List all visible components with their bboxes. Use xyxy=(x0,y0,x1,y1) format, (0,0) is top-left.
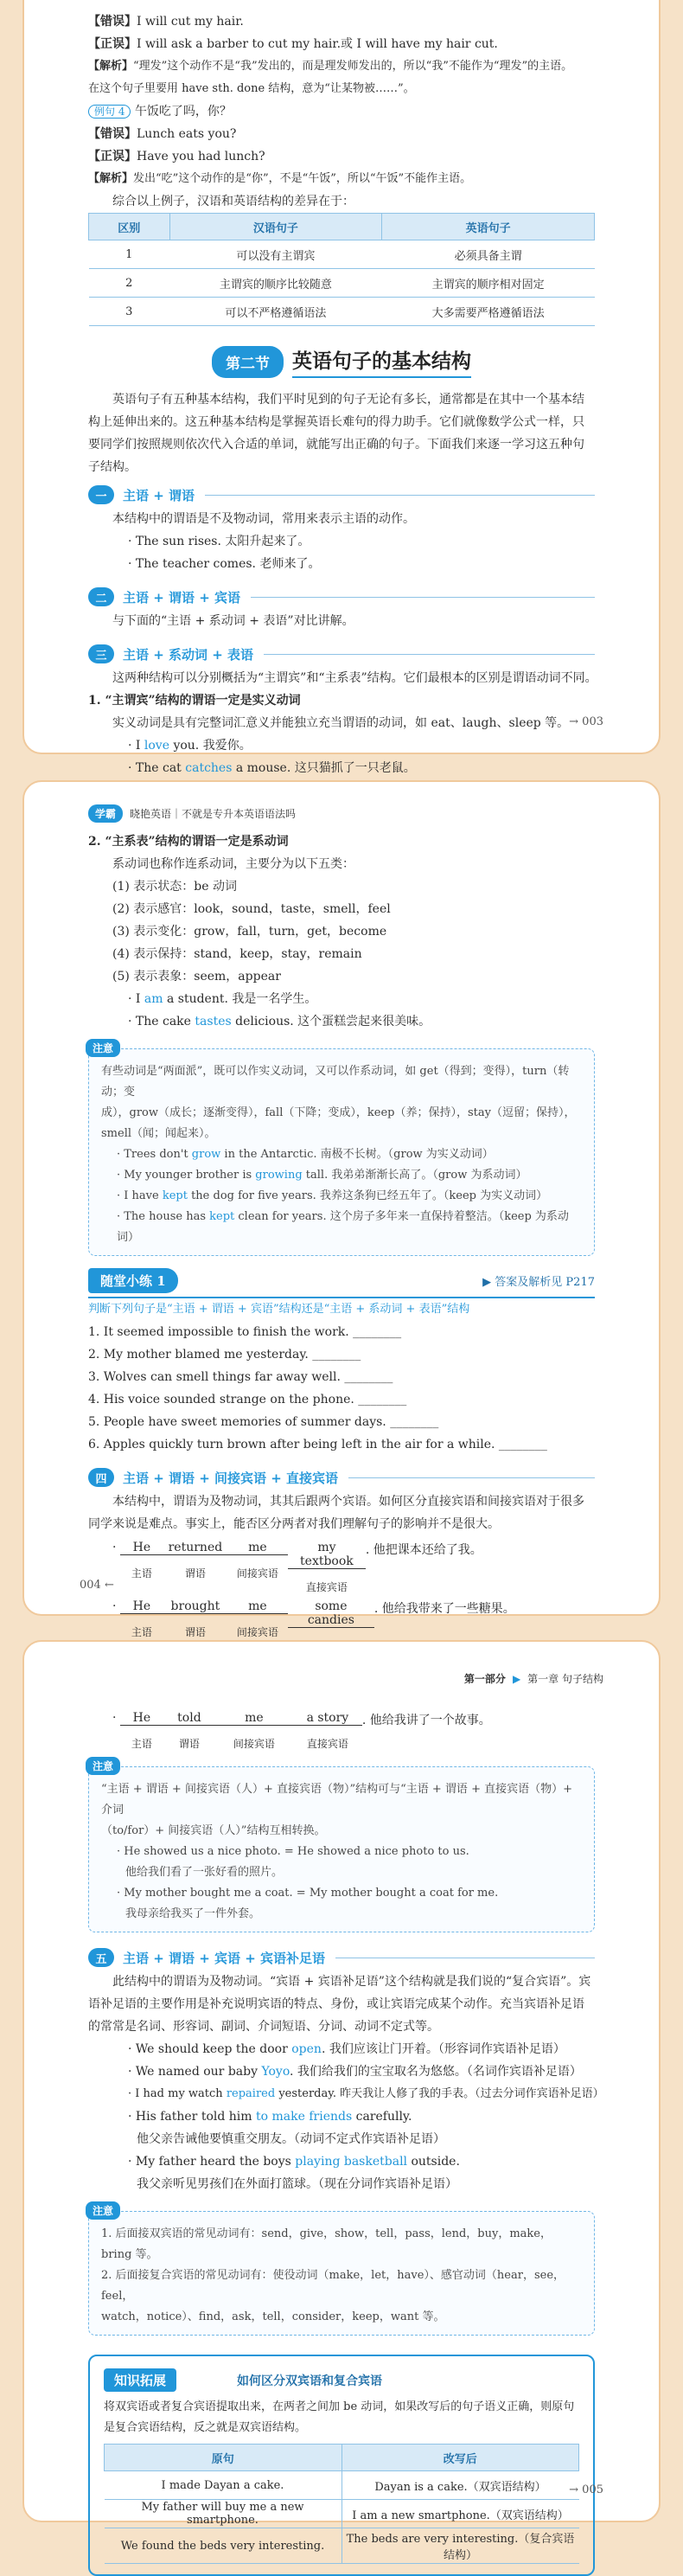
category-item: (2) 表示感官：look，sound，taste，smell，feel xyxy=(112,902,391,916)
sentence-analysis: · He 主语 brought 谓语 me 间接宾语 some candies . 他给我带来了一些糖果。 xyxy=(112,1599,515,1638)
example: · The teacher comes. 老师来了。 xyxy=(128,557,321,571)
practice-header xyxy=(88,1268,595,1293)
example: · His father told him to make friends carefully. xyxy=(128,2110,412,2124)
practice-item: 1. It seemed impossible to finish the work. ________ xyxy=(88,1325,402,1339)
example: · My father heard the boys playing basketball outside. xyxy=(128,2155,460,2169)
sub4-desc: 本结构中，谓语为及物动词，其其后跟两个宾语。如何区分直接宾语和间接宾语对于很多同学来说是难点。事实上，能否区分两者对我们理解句子的影响并不是很大。 xyxy=(88,1495,584,1531)
example: · I love you. 我爱你。 xyxy=(128,739,252,753)
note-example: · My younger brother is growing tall. 我弟弟渐渐长高了。（grow 为系动词） xyxy=(117,1169,527,1182)
table-header: 汉语句子 xyxy=(169,214,382,240)
example: · The sun rises. 太阳升起来了。 xyxy=(128,535,310,548)
point-2-desc: 系动词也称作连系动词，主要分为以下五类： xyxy=(112,857,354,871)
knowledge-title: 如何区分双宾语和复合宾语 xyxy=(237,2374,383,2388)
page-header xyxy=(88,804,296,823)
answer-ref: ▶ 答案及解析见 P217 xyxy=(482,1276,595,1289)
sub3-desc: 这两种结构可以分别概括为“主谓宾”和“主系表”结构。它们最根本的区别是谓语动词不同。 xyxy=(112,671,597,685)
page-number: 004 ← xyxy=(80,1579,114,1592)
point-2: 2. “主系表”结构的谓语一定是系动词 xyxy=(88,835,289,849)
page-005 xyxy=(22,1640,661,2562)
knowledge-box: 知识拓展 如何区分双宾语和复合宾语 将双宾语或者复合宾语提取出来，在两者之间加 be 动词，如果改写后的句子语义正确，则原句 是复合宾语结构，反之就是双宾语结构。 原句 改写后 I made Dayan a cake. Dayan is a cake.（双宾语结构） My father will buy me a new smartphone. I am a new smartphone.（双宾语结构） We found the beds very interesting. The beds are very interesting.（复合宾语结构） xyxy=(88,2355,595,2576)
note-example: · I have kept the dog for five years. 我养这条狗已经五年了。（keep 为实义动词） xyxy=(117,1189,548,1202)
page-003 xyxy=(22,0,661,775)
example: · The cat catches a mouse. 这只猫抓了一只老鼠。 xyxy=(128,761,416,775)
correct-line: 【正误】I will ask a barber to cut my hair.或 I will have my hair cut. xyxy=(88,37,498,51)
error-line: 【错误】Lunch eats you? xyxy=(88,127,237,141)
subheading-2: 二 主语 + 谓语 + 宾语 xyxy=(88,587,595,606)
section-badge: 第二节 xyxy=(212,346,284,378)
subheading-1: 一 主语 + 谓语 xyxy=(88,485,595,504)
point-1-desc: 实义动词是具有完整词汇意义并能独立充当谓语的动词，如 eat、laugh、sleep 等。 xyxy=(112,716,570,730)
table-header: 区别 xyxy=(89,214,170,240)
subheading-3: 三 主语 + 系动词 + 表语 xyxy=(88,644,595,663)
error-line: 【错误】I will cut my hair. xyxy=(88,15,244,29)
table-row: 3 可以不严格遵循语法 大多需要严格遵循语法 xyxy=(89,298,595,326)
practice-item: 3. Wolves can smell things far away well. ________ xyxy=(88,1370,393,1384)
example: · I had my watch repaired yesterday. 昨天我让人修了我的手表。（过去分词作宾语补足语） xyxy=(128,2087,604,2100)
table-header: 英语句子 xyxy=(382,214,595,240)
page-004 xyxy=(22,780,661,1638)
example-translation: 他父亲告诫他要慎重交朋友。（动词不定式作宾语补足语） xyxy=(137,2132,445,2146)
example: · I am a student. 我是一名学生。 xyxy=(128,992,317,1006)
category-item: (5) 表示表象：seem，appear xyxy=(112,970,281,984)
table-row: We found the beds very interesting. The beds are very interesting.（复合宾语结构） xyxy=(105,2528,579,2564)
example: · The cake tastes delicious. 这个蛋糕尝起来很美味。 xyxy=(128,1015,431,1028)
subheading-5: 五 主语 + 谓语 + 宾语 + 宾语补足语 xyxy=(88,1948,595,1967)
summary: 综合以上例子，汉语和英语结构的差异在于： xyxy=(112,195,354,208)
sentence-analysis: · He 主语 told 谓语 me 间接宾语 a story 直接宾语 . 他给我讲了一个故事。 xyxy=(112,1711,491,1750)
page-number: → 005 xyxy=(569,2483,603,2496)
table-header: 改写后 xyxy=(342,2445,579,2471)
knowledge-header xyxy=(104,2368,579,2392)
example: · We should keep the door open. 我们应该让门开着。（形容词作宾语补足语） xyxy=(128,2042,565,2056)
part-label: 第一部分 xyxy=(463,1673,506,1685)
category-item: (3) 表示变化：grow，fall，turn，get，become xyxy=(112,925,387,939)
practice-item: 2. My mother blamed me yesterday. ________ xyxy=(88,1348,361,1362)
sentence-analysis: · He 主语 returned 谓语 me 间接宾语 my textbook 直接宾语 . 他把课本还给了我。 xyxy=(112,1541,482,1593)
note-example: · He showed us a nice photo. = He showed a nice photo to us. xyxy=(117,1845,469,1858)
sub1-desc: 本结构中的谓语是不及物动词，常用来表示主语的动作。 xyxy=(112,512,415,526)
correct-line: 【正误】Have you had lunch? xyxy=(88,150,265,163)
table-row: My father will buy me a new smartphone. I am a new smartphone.（双宾语结构） xyxy=(105,2500,579,2528)
practice-item: 4. His voice sounded strange on the phone. ________ xyxy=(88,1393,407,1407)
table-header: 原句 xyxy=(105,2445,342,2471)
page2-content xyxy=(88,830,595,1653)
section-heading: 英语句子的基本结构 xyxy=(292,345,471,378)
practice-tag: 随堂小练 1 xyxy=(88,1268,178,1293)
note-example: · My mother bought me a coat. = My mother bought a coat for me. xyxy=(117,1887,499,1900)
knowledge-table xyxy=(104,2444,579,2564)
note-tag: 注意 xyxy=(86,1757,120,1775)
subheading-4: 四 主语 + 谓语 + 间接宾语 + 直接宾语 xyxy=(88,1468,595,1487)
practice-item: 5. People have sweet memories of summer days. ________ xyxy=(88,1415,439,1429)
analysis-line: 【解析】“理发”这个动作不是“我”发出的，而是理发师发出的，所以“我”不能作为“理发”的主语。 xyxy=(88,60,573,73)
note-box: 注意 有些动词是“两面派”，既可以作实义动词，又可以作系动词，如 get（得到；变得），turn（转动；变 成），grow（成长；逐渐变得），fall（下降；变成），keep（养；保持），stay（逗留；保持），smell（闻；闻起来）。 · Trees don't grow in the Antarctic. 南极不长树。（grow 为实义动词） · My younger brother is growing tall. 我弟弟渐渐长高了。（grow 为系动词） · I have kept the dog for five years. 我养这条狗已经五年了。（keep 为实义动词） · The house has kept clean for years. 这个房子多年来一直保持着整洁。（keep 为系动词） xyxy=(88,1048,595,1256)
brand-logo: 学霸 xyxy=(88,804,123,823)
header-title: 晓艳英语｜不就是专升本英语语法吗 xyxy=(130,808,297,820)
note-box: 注意 “主语 + 谓语 + 间接宾语（人）+ 直接宾语（物）”结构可与“主语 + 谓语 + 直接宾语（物）+ 介词 （to/for）+ 间接宾语（人）”结构互相转换。 · He showed us a nice photo. = He showed a nice photo to us. 他给我们看了一张好看的照片。 · My mother bought me a coat. = My mother bought a coat for me. 我母亲给我买了一件外套。 xyxy=(88,1766,595,1932)
section-title xyxy=(88,345,595,378)
analysis-line-2: 在这个句子里要用 have sth. done 结构，意为“让某物被……”。 xyxy=(88,82,415,95)
sub2-desc: 与下面的“主语 + 系动词 + 表语”对比讲解。 xyxy=(112,614,354,628)
point-1: 1. “主谓宾”结构的谓语一定是实义动词 xyxy=(88,694,301,708)
page1-content xyxy=(88,10,595,779)
practice-item: 6. Apples quickly turn brown after being left in the air for a while. ________ xyxy=(88,1438,547,1451)
note-tag: 注意 xyxy=(86,2201,120,2220)
table-row: I made Dayan a cake. Dayan is a cake.（双宾语结构） xyxy=(105,2471,579,2500)
note-box: 注意 1. 后面接双宾语的常见动词有：send，give，show，tell，pass，lend，buy，make，bring 等。 2. 后面接复合宾语的常见动词有：使役动词（make，let，have）、感官动词（hear，see，feel， watch，notice）、find，ask，tell，consider，keep，want 等。 xyxy=(88,2211,595,2336)
table-row: 1 可以没有主谓宾 必须具备主谓 xyxy=(89,240,595,269)
note-tag: 注意 xyxy=(86,1039,120,1057)
note-example: · Trees don't grow in the Antarctic. 南极不长树。（grow 为实义动词） xyxy=(117,1148,494,1161)
example-translation: 我父亲听见男孩们在外面打篮球。（现在分词作宾语补足语） xyxy=(137,2177,457,2191)
example-4: 例句 4 午饭吃了吗，你？ xyxy=(88,100,595,123)
chapter-label: 第一章 句子结构 xyxy=(527,1673,603,1685)
sub5-desc: 此结构中的谓语为及物动词。“宾语 + 宾语补足语”这个结构就是我们说的“复合宾语”。宾语补足语的主要作用是补充说明宾语的特点、身份，或让宾语完成某个动作。充当宾语补足语的常常是名词、形容词、副词、介词短语、分词、动词不定式等。 xyxy=(88,1975,591,2034)
example: · We named our baby Yoyo. 我们给我们的宝宝取名为悠悠。（名词作宾语补足语） xyxy=(128,2065,582,2079)
knowledge-tag: 知识拓展 xyxy=(104,2368,176,2392)
page3-content xyxy=(88,1706,604,2576)
note-example: · The house has kept clean for years. 这个房子多年来一直保持着整洁。（keep 为系动词） xyxy=(117,1210,569,1244)
category-item: (1) 表示状态：be 动词 xyxy=(112,880,237,894)
analysis-line: 【解析】发出“吃”这个动作的是“你”，不是“午饭”，所以“午饭”不能作主语。 xyxy=(88,172,472,185)
category-item: (4) 表示保持：stand，keep，stay，remain xyxy=(112,947,362,961)
table-row: 2 主谓宾的顺序比较随意 主谓宾的顺序相对固定 xyxy=(89,269,595,298)
page-number: → 003 xyxy=(569,715,603,728)
intro-paragraph: 英语句子有五种基本结构，我们平时见到的句子无论有多长，通常都是在其中一个基本结构上延伸出来的。这五种基本结构是掌握英语长难句的得力助手。它们就像数学公式一样，只要同学们按照规则依次代入合适的单词，就能写出正确的句子。下面我们来逐一学习这五种句子结构。 xyxy=(88,393,584,474)
comparison-table xyxy=(88,213,595,326)
page-header: 第一部分 ▶ 第一章 句子结构 xyxy=(463,1672,603,1685)
practice-question: 判断下列句子是“主语 + 谓语 + 宾语”结构还是“主语 + 系动词 + 表语”结构 xyxy=(88,1303,470,1316)
